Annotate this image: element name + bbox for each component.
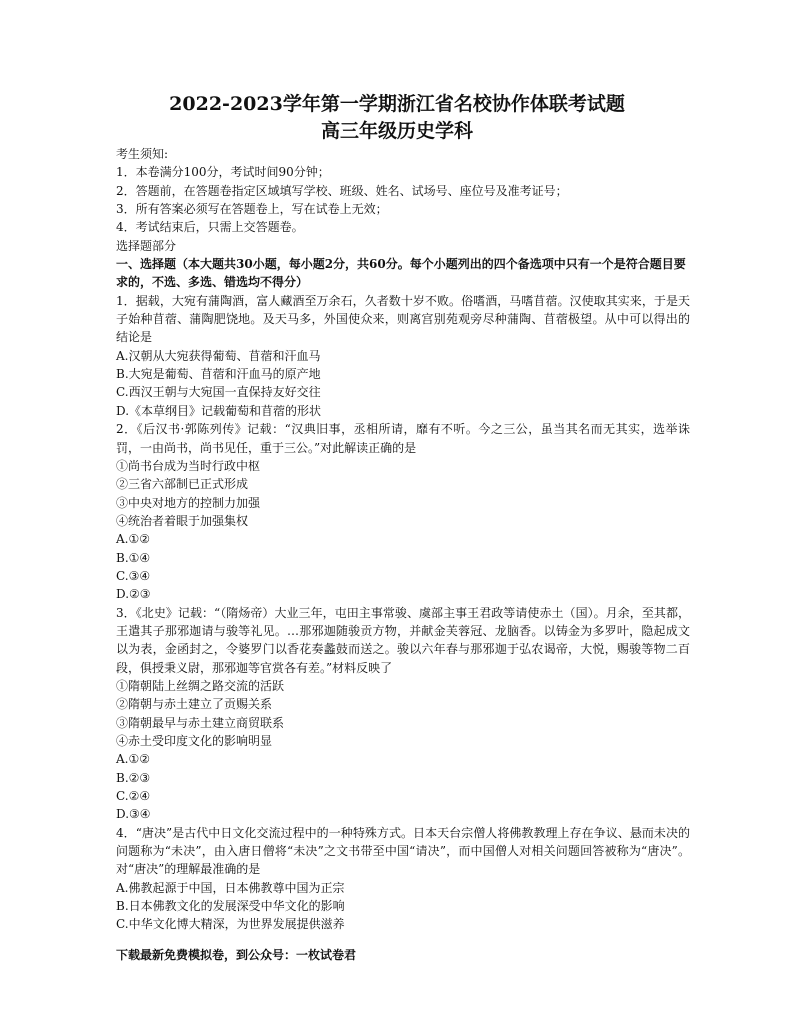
question-4-stem: 4．“唐决”是古代中日文化交流过程中的一种特殊方式。日本天台宗僧人将佛教教理上存在争议、悬而未决的问题称为“未决”，由入唐日僧将“未决”之文书带至中国“请决”，而中国僧人对相关问题回答被称为“唐决”。对“唐决”的理解最准确的是 [116,825,690,877]
question-2-item-2: ②三省六部制已正式形成 [116,477,249,492]
question-2-option-a: A.①② [116,532,150,547]
notice-heading: 考生须知: [116,147,169,161]
notice-item: 3．所有答案必须写在答题卷上，写在试卷上无效； [116,202,388,217]
section-part-label: 选择题部分 [116,238,177,253]
question-3-item-4: ④赤土受印度文化的影响明显 [116,734,273,748]
question-3-option-b: B.②③ [116,770,151,785]
notice-item: 4．考试结束后，只需上交答题卷。 [116,220,304,235]
notice-item: 2．答题前，在答题卷指定区域填写学校、班级、姓名、试场号、座位号及准考证号； [116,183,568,198]
exam-content [116,145,690,934]
exam-subtitle: 高三年级历史学科 [320,120,473,142]
question-2-option-b: B.①④ [116,550,151,565]
exam-title: 2022-2023学年第一学期浙江省名校协作体联考试题 [169,93,625,115]
question-3-stem: 3．《北史》记载：“（隋炀帝）大业三年，屯田主事常骏、虞部主事王君政等请使赤土（国）。月余，至其都，王遣其子那邪迦请与骏等礼见。…那邪迦随骏贡方物，并献金芙蓉冠、龙脑香。以铸金为多罗叶，隐起成文以为表，金函封之，令婆罗门以香花奏蠡鼓而送之。骏以六年春与那邪迦于弘农谒帝，大悦，赐骏等物二百段，俱授秉义尉，那邪迦等官赏各有差。”材料反映了 [116,605,690,675]
question-1-option-c: C.西汉王朝与大宛国一直保持友好交往 [116,385,321,400]
notice-item: 1．本卷满分100分，考试时间90分钟； [116,165,330,180]
question-3-option-c: C.②④ [116,789,151,804]
question-1-option-d: D.《本草纲目》记载葡萄和苜蓿的形状 [116,403,322,418]
question-2-option-c: C.③④ [116,568,151,583]
question-2-stem: 2．《后汉书·郭陈列传》记载：“汉典旧事，丞相所请，靡有不听。今之三公，虽当其名而无其实，选举诛罚，一由尚书，尚书见任，重于三公。”对此解读正确的是 [116,422,690,455]
question-1-option-a: A.汉朝从大宛获得葡萄、苜蓿和汗血马 [116,348,321,363]
question-2-item-3: ③中央对地方的控制力加强 [116,495,261,510]
question-1-option-b: B.大宛是葡萄、苜蓿和汗血马的原产地 [116,367,321,382]
question-2-option-d: D.②③ [116,587,151,602]
question-4-option-a: A.佛教起源于中国，日本佛教尊中国为正宗 [116,880,345,895]
question-3-item-3: ③隋朝最早与赤土建立商贸联系 [116,715,285,730]
question-4-option-b: B.日本佛教文化的发展深受中华文化的影响 [116,899,345,914]
question-1-stem: 1．据载，大宛有蒲陶酒，富人藏酒至万余石，久者数十岁不败。俗嗜酒，马嗜苜蓿。汉使取其实来，于是天子始种苜蓿、蒲陶肥饶地。及天马多，外国使众来，则离宫别苑观旁尽种蒲陶、苜蓿极望。从中可以得出的结论是 [116,293,690,345]
section-heading: 一、选择题（本大题共30小题，每小题2分，共60分。每个小题列出的四个备选项中只有一个是符合题目要求的，不选、多选、错选均不得分） [116,257,686,290]
footer-note: 下载最新免费模拟卷，到公众号：一枚试卷君 [116,948,357,962]
question-3-option-d: D.③④ [116,807,151,822]
question-3-item-2: ②隋朝与赤土建立了贡赐关系 [116,697,273,712]
question-3-item-1: ①隋朝陆上丝绸之路交流的活跃 [116,678,285,693]
question-2-item-4: ④统治者着眼于加强集权 [116,513,249,528]
question-3-option-a: A.①② [116,752,150,767]
question-4-option-c: C.中华文化博大精深，为世界发展提供滋养 [116,917,345,932]
question-2-item-1: ①尚书台成为当时行政中枢 [116,458,261,473]
